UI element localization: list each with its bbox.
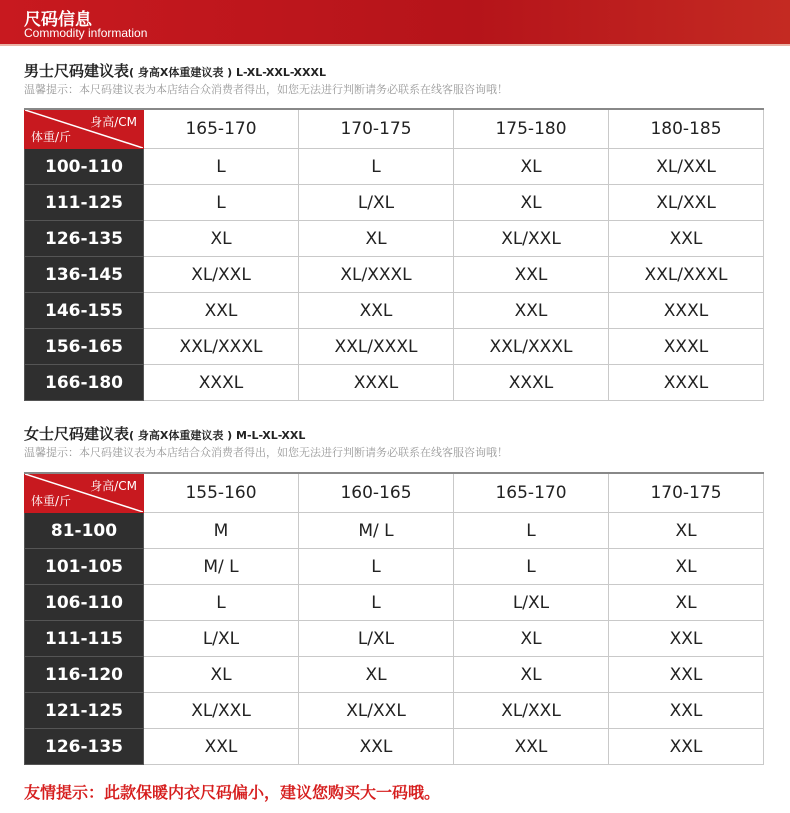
header-title: 尺码信息 — [24, 10, 92, 30]
women-row-weight: 106-110 — [25, 585, 144, 621]
men-row-weight: 146-155 — [25, 293, 144, 329]
women-col-header: 165-170 — [454, 473, 609, 513]
women-row-weight: 101-105 — [25, 549, 144, 585]
table-row — [25, 221, 764, 257]
size-cell: XL — [454, 149, 609, 185]
men-row-weight: 166-180 — [25, 365, 144, 401]
men-height-label: 身高/CM — [90, 115, 137, 129]
size-cell: XL/XXXL — [299, 257, 454, 293]
table-row — [25, 149, 764, 185]
size-cell: XXL — [609, 657, 764, 693]
size-cell: XXL — [454, 257, 609, 293]
table-row — [25, 621, 764, 657]
women-col-header: 160-165 — [299, 473, 454, 513]
table-row — [25, 657, 764, 693]
men-row-weight: 100-110 — [25, 149, 144, 185]
size-cell: XXL — [609, 729, 764, 765]
men-row-weight: 111-125 — [25, 185, 144, 221]
size-cell: L — [299, 549, 454, 585]
women-section-title — [24, 423, 305, 444]
table-row — [25, 513, 764, 549]
women-col-header: 155-160 — [144, 473, 299, 513]
size-cell: L — [299, 149, 454, 185]
women-tip: 温馨提示：本尺码建议表为本店结合众消费者得出，如您无法进行判断请务必联系在线客服咨询哦！ — [24, 446, 508, 459]
women-header-row — [25, 473, 764, 513]
size-cell: XL — [454, 621, 609, 657]
size-cell: XXL — [609, 221, 764, 257]
women-title-note: ( 身高X体重建议表 ) M-L-XL-XXL — [129, 429, 306, 442]
size-cell: L — [144, 585, 299, 621]
women-row-weight: 116-120 — [25, 657, 144, 693]
table-row — [25, 729, 764, 765]
size-cell: XL/XXL — [454, 693, 609, 729]
size-cell: M — [144, 513, 299, 549]
size-cell: XXXL — [454, 365, 609, 401]
men-row-weight: 136-145 — [25, 257, 144, 293]
table-row — [25, 293, 764, 329]
size-cell: XL — [454, 185, 609, 221]
size-cell: XXXL — [144, 365, 299, 401]
size-cell: L — [299, 585, 454, 621]
women-weight-label: 体重/斤 — [31, 494, 72, 508]
men-tip: 温馨提示：本尺码建议表为本店结合众消费者得出，如您无法进行判断请务必联系在线客服咨询哦！ — [24, 83, 508, 96]
header-subtitle: Commodity information — [24, 26, 148, 40]
size-cell: XXL/XXXL — [609, 257, 764, 293]
size-cell: XXL — [299, 293, 454, 329]
men-title: 男士尺码建议表 — [24, 62, 130, 80]
men-row-weight: 126-135 — [25, 221, 144, 257]
size-cell: L — [454, 513, 609, 549]
size-cell: XXXL — [609, 365, 764, 401]
women-row-weight: 81-100 — [25, 513, 144, 549]
size-cell: XXL/XXXL — [454, 329, 609, 365]
size-cell: L/XL — [299, 621, 454, 657]
size-cell: XXL — [609, 693, 764, 729]
men-section-title — [24, 60, 326, 81]
table-row — [25, 365, 764, 401]
size-cell: XXL/XXXL — [299, 329, 454, 365]
size-cell: XL — [144, 221, 299, 257]
size-cell: M/ L — [299, 513, 454, 549]
size-cell: XXL — [454, 293, 609, 329]
size-cell: L/XL — [299, 185, 454, 221]
size-cell: XXXL — [609, 293, 764, 329]
size-cell: L/XL — [144, 621, 299, 657]
size-cell: XXL/XXXL — [144, 329, 299, 365]
size-cell: XL — [454, 657, 609, 693]
size-cell: XXL — [454, 729, 609, 765]
women-row-weight: 126-135 — [25, 729, 144, 765]
size-cell: XL — [144, 657, 299, 693]
table-row — [25, 257, 764, 293]
size-cell: XL/XXL — [454, 221, 609, 257]
size-cell: M/ L — [144, 549, 299, 585]
table-row — [25, 585, 764, 621]
size-cell: XL — [609, 513, 764, 549]
size-cell: XXXL — [299, 365, 454, 401]
women-row-weight: 111-115 — [25, 621, 144, 657]
header-divider — [0, 44, 790, 46]
men-weight-label: 体重/斤 — [31, 130, 72, 144]
size-cell: XL/XXL — [299, 693, 454, 729]
size-cell: XXL — [609, 621, 764, 657]
size-cell: XXXL — [609, 329, 764, 365]
size-cell: XL/XXL — [609, 149, 764, 185]
size-cell: XL — [299, 221, 454, 257]
table-row — [25, 549, 764, 585]
women-title: 女士尺码建议表 — [24, 425, 130, 443]
footer-tip: 友情提示：此款保暖内衣尺码偏小，建议您购买大一码哦。 — [24, 783, 441, 802]
size-cell: XL — [609, 549, 764, 585]
size-cell: L — [144, 185, 299, 221]
size-cell: L — [144, 149, 299, 185]
size-cell: XXL — [144, 293, 299, 329]
size-cell: XL/XXL — [144, 693, 299, 729]
men-size-table — [24, 108, 764, 401]
header-banner — [0, 0, 790, 44]
women-size-table — [24, 472, 764, 765]
size-cell: XL — [609, 585, 764, 621]
men-corner-cell — [25, 109, 144, 149]
size-cell: XL — [299, 657, 454, 693]
women-row-weight: 121-125 — [25, 693, 144, 729]
women-corner-cell — [25, 473, 144, 513]
size-cell: XL/XXL — [144, 257, 299, 293]
size-cell: XXL — [299, 729, 454, 765]
size-cell: L — [454, 549, 609, 585]
women-height-label: 身高/CM — [90, 479, 137, 493]
women-col-header: 170-175 — [609, 473, 764, 513]
table-row — [25, 329, 764, 365]
size-cell: XXL — [144, 729, 299, 765]
men-col-header: 165-170 — [144, 109, 299, 149]
table-row — [25, 185, 764, 221]
size-cell: L/XL — [454, 585, 609, 621]
men-col-header: 170-175 — [299, 109, 454, 149]
size-cell: XL/XXL — [609, 185, 764, 221]
men-row-weight: 156-165 — [25, 329, 144, 365]
men-col-header: 180-185 — [609, 109, 764, 149]
men-header-row — [25, 109, 764, 149]
men-col-header: 175-180 — [454, 109, 609, 149]
men-title-note: ( 身高X体重建议表 ) L-XL-XXL-XXXL — [129, 66, 326, 79]
table-row — [25, 693, 764, 729]
